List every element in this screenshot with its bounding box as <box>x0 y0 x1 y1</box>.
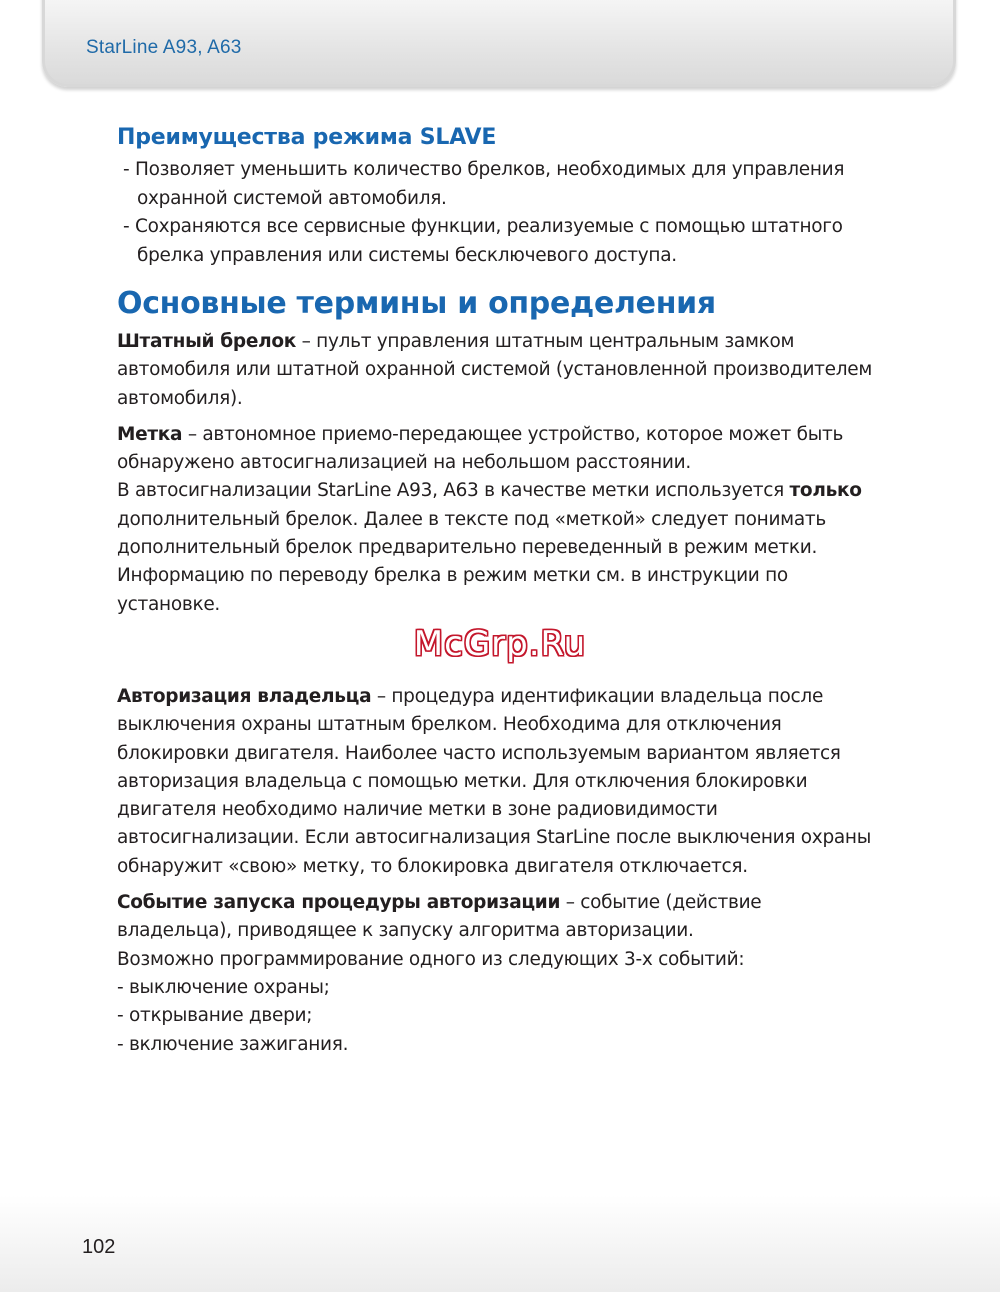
definition-tag-details <box>117 477 877 618</box>
definition-text: Возможно программирование одного из следующих 3-х событий: <box>117 948 745 970</box>
header-title: StarLine A93, A63 <box>86 37 242 58</box>
list-item: - Позволяет уменьшить количество брелков, необходимых для управления охранной системой автомобиля. <box>123 159 845 209</box>
page-content <box>117 120 877 1059</box>
definition-standard-fob <box>117 328 877 413</box>
definition-authorization-event-note <box>117 946 877 974</box>
definition-term: Метка <box>117 423 183 445</box>
definition-text: – пульт управления штатным центральным замком автомобиля или штатной охранной системой (установленной производителем автомобиля). <box>117 331 872 409</box>
definition-text: В автосигнализации StarLine A93, A63 в качестве метки используется <box>117 480 790 502</box>
list-item: - открывание двери; <box>117 1005 313 1027</box>
page-number: 102 <box>82 1236 116 1258</box>
page-header <box>42 0 956 87</box>
definition-text: – автономное приемо-передающее устройство, которое может быть обнаружено автосигнализацией на небольшом расстоянии. <box>117 423 844 474</box>
terms-section-title: Основные термины и определения <box>117 286 716 321</box>
slave-section-title: Преимущества режима SLAVE <box>117 125 497 150</box>
definition-text: дополнительный брелок. Далее в тексте под «меткой» следует понимать дополнительный брелок предварительно переведенный в режим метки. Информацию по переводу брелка в режим метки см. в инструкции по установке. <box>117 508 826 615</box>
definition-term: Авторизация владельца <box>117 685 372 707</box>
definition-term: Событие запуска процедуры авторизации <box>117 892 561 914</box>
list-item: - выключение охраны; <box>117 976 330 998</box>
definition-owner-authorization <box>117 683 877 881</box>
events-list <box>117 974 877 1060</box>
definition-tag <box>117 421 877 478</box>
definition-authorization-event <box>117 889 877 946</box>
emphasis-only: только <box>789 480 862 502</box>
footer-band <box>0 1195 1000 1292</box>
list-item: - включение зажигания. <box>117 1033 349 1055</box>
slave-advantages-list <box>117 156 877 270</box>
definition-text: – событие (действие владельца), приводящее к запуску алгоритма авторизации. <box>117 892 762 942</box>
watermark: McGrp.Ru <box>413 624 587 664</box>
list-item: - Сохраняются все сервисные функции, реализуемые с помощью штатного брелка управления или системы бесключевого доступа. <box>123 216 843 266</box>
definition-text: – процедура идентификации владельца после выключения охраны штатным брелком. Необходима для отключения блокировки двигателя. Наиболее часто используемым вариантом является авторизация владельца с помощью метки. Для отключения блокировки двигателя необходимо наличие метки в зоне радиовидимости автосигнализации. Если автосигнализация StarLine после выключения охраны обнаружит «свою» метку, то блокировка двигателя отключается. <box>117 685 872 877</box>
definition-term: Штатный брелок <box>117 331 297 352</box>
